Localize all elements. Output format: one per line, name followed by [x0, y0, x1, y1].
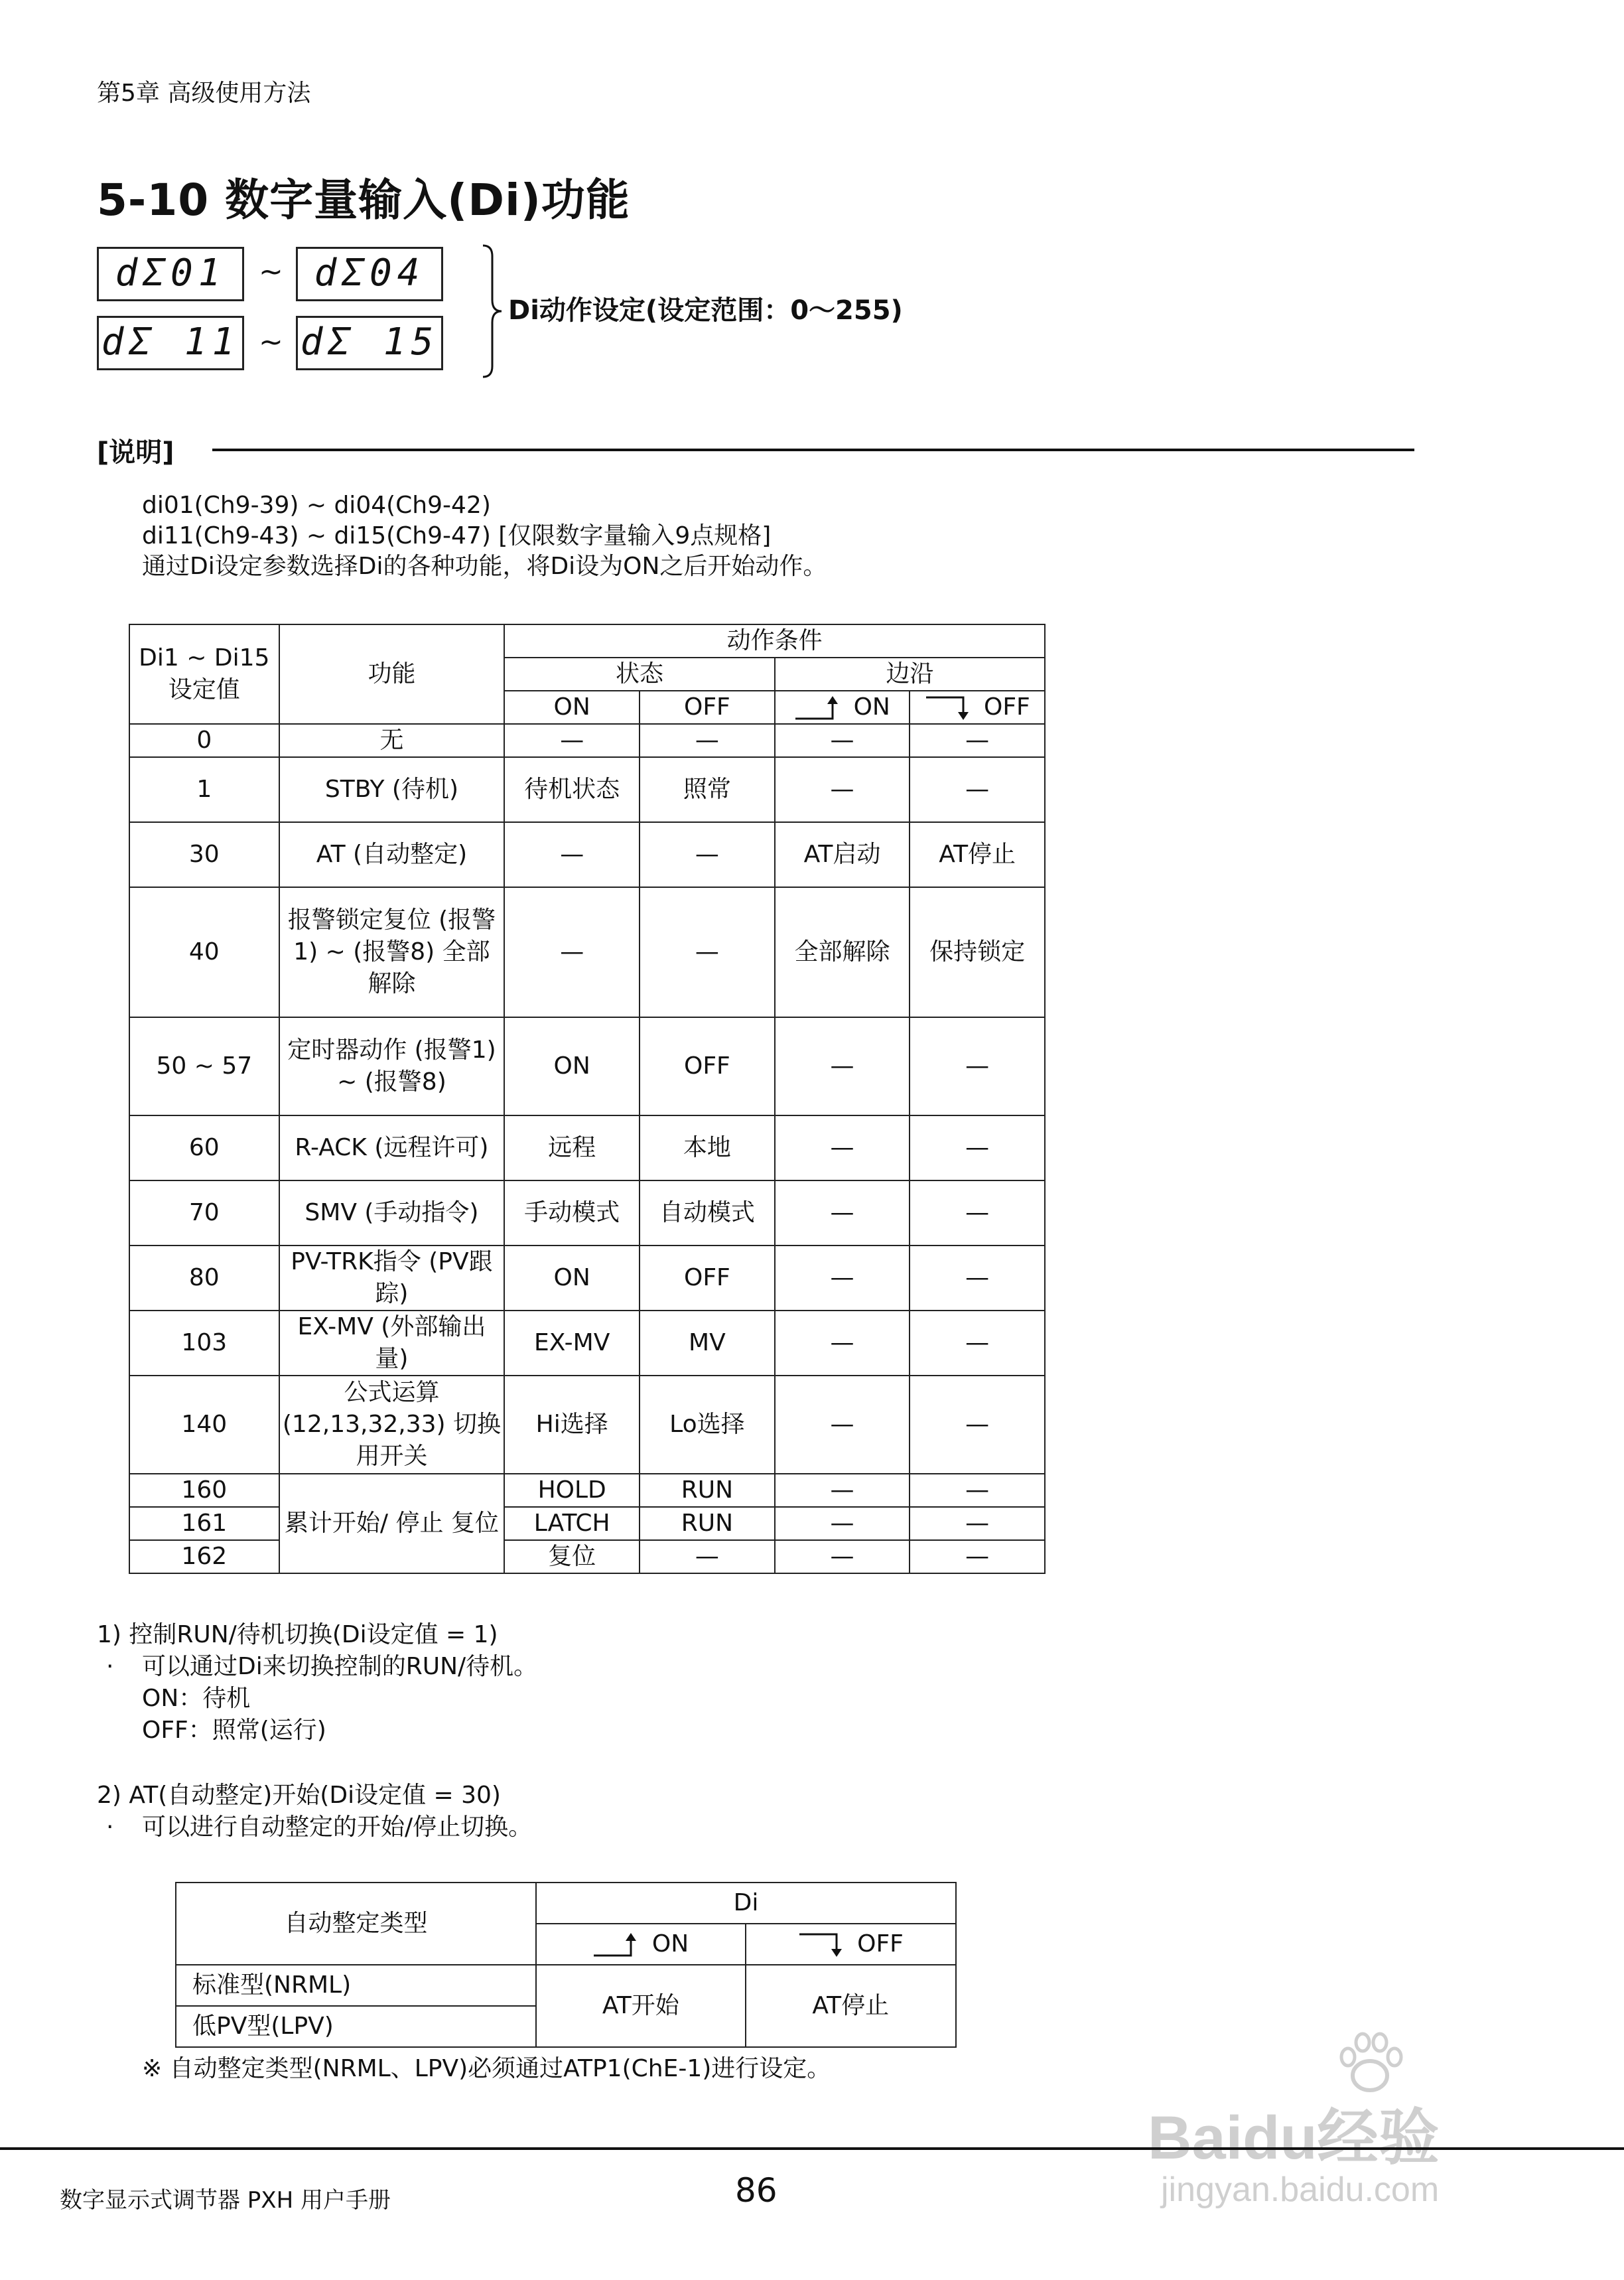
cell-function: SMV (手动指令) — [279, 1180, 505, 1246]
lcd-display-di11 — [97, 316, 244, 370]
footer-divider — [0, 2147, 1624, 2150]
header-on: ON — [504, 691, 640, 724]
cell-off: RUN — [640, 1507, 775, 1540]
cell-edge-on: — — [775, 724, 910, 757]
lcd-display-di04 — [296, 247, 443, 301]
cell-off: 自动模式 — [640, 1180, 775, 1246]
cell-on: ON — [504, 1017, 640, 1115]
edge-off-label: OFF — [984, 693, 1030, 721]
edge-on-label: ON — [651, 1930, 689, 1958]
cell-off: OFF — [640, 1017, 775, 1115]
table-row — [129, 1540, 1045, 1573]
cell-edge-on: — — [775, 1376, 910, 1474]
cell-edge-off: — — [910, 1115, 1045, 1180]
rising-edge-icon — [794, 693, 846, 723]
cell-edge-off: — — [910, 1311, 1045, 1376]
table-row — [129, 757, 1045, 822]
lcd-text: dΣ01 — [115, 251, 226, 295]
note-1-line-3: OFF：照常(运行) — [142, 1717, 326, 1744]
cell-edge-on: — — [775, 1474, 910, 1507]
edge-on-label: ON — [853, 693, 890, 721]
edge-off-label: OFF — [857, 1930, 904, 1958]
note-2-line-1: 可以进行自动整定的开始/停止切换。 — [142, 1814, 533, 1841]
lcd-text: dΣ 15 — [300, 321, 439, 364]
explain-line-2: di11(Ch9-43) ~ di15(Ch9-47) [仅限数字量输入9点规格] — [142, 522, 772, 549]
cell-setval: 0 — [129, 724, 279, 757]
cell-setval: 40 — [129, 887, 279, 1017]
cell-on: 远程 — [504, 1115, 640, 1180]
table-row — [176, 1965, 956, 2006]
cell-setval: 80 — [129, 1246, 279, 1311]
cell-off: MV — [640, 1311, 775, 1376]
note-2-title: 2) AT(自动整定)开始(Di设定值 = 30) — [97, 1782, 501, 1809]
explain-line-1: di01(Ch9-39) ~ di04(Ch9-42) — [142, 492, 491, 519]
header-edge: 边沿 — [775, 658, 1045, 691]
cell-edge-on: — — [775, 1311, 910, 1376]
note-1-line-2: ON：待机 — [142, 1685, 251, 1712]
cell-edge-on: — — [775, 757, 910, 822]
cell-setval: 140 — [129, 1376, 279, 1474]
cell-off: — — [640, 724, 775, 757]
cell-off: Lo选择 — [640, 1376, 775, 1474]
cell-function: 报警锁定复位 (报警1) ~ (报警8) 全部解除 — [279, 887, 505, 1017]
cell-on: 手动模式 — [504, 1180, 640, 1246]
cell-setval: 162 — [129, 1540, 279, 1573]
cell-edge-on: — — [775, 1540, 910, 1573]
cell-setval: 1 — [129, 757, 279, 822]
table-row — [129, 1246, 1045, 1311]
table-header-row — [129, 624, 1045, 658]
cell-setval: 161 — [129, 1507, 279, 1540]
cell-setval: 103 — [129, 1311, 279, 1376]
header-edge-on — [775, 691, 910, 724]
cell-edge-off: — — [910, 1507, 1045, 1540]
cell-edge-off: — — [910, 1180, 1045, 1246]
di-function-table — [129, 624, 1046, 1574]
table-row — [129, 1507, 1045, 1540]
cell-function: 定时器动作 (报警1) ~ (报警8) — [279, 1017, 505, 1115]
cell-off: RUN — [640, 1474, 775, 1507]
cell-setval: 60 — [129, 1115, 279, 1180]
table-row — [129, 887, 1045, 1017]
watermark-url: jingyan.baidu.com — [1161, 2171, 1440, 2209]
cell-edge-on: — — [775, 1115, 910, 1180]
header-function: 功能 — [279, 624, 505, 724]
cell-edge-off: AT停止 — [910, 822, 1045, 887]
cell-on: 待机状态 — [504, 757, 640, 822]
cell-off: 本地 — [640, 1115, 775, 1180]
table-row — [129, 1474, 1045, 1507]
range-tilde: ~ — [259, 325, 283, 359]
cell-on: Hi选择 — [504, 1376, 640, 1474]
lcd-text: dΣ04 — [314, 251, 425, 295]
cell-at-start: AT开始 — [536, 1965, 745, 2047]
cell-edge-on: 全部解除 — [775, 887, 910, 1017]
header-condition: 动作条件 — [504, 624, 1045, 658]
cell-function: 公式运算 (12,13,32,33) 切换用开关 — [279, 1376, 505, 1474]
explain-line-3: 通过Di设定参数选择Di的各种功能，将Di设为ON之后开始动作。 — [142, 553, 827, 580]
cell-off: — — [640, 1540, 775, 1573]
cell-edge-on: — — [775, 1017, 910, 1115]
cell-setval: 50 ~ 57 — [129, 1017, 279, 1115]
cell-function: PV-TRK指令 (PV跟踪) — [279, 1246, 505, 1311]
manual-title: 数字显示式调节器 PXH 用户手册 — [60, 2187, 391, 2214]
table-row — [129, 1017, 1045, 1115]
chapter-header: 第5章 高级使用方法 — [97, 80, 311, 107]
table-row — [129, 1115, 1045, 1180]
cell-function: 无 — [279, 724, 505, 757]
cell-on: HOLD — [504, 1474, 640, 1507]
cell-edge-off: — — [910, 1246, 1045, 1311]
cell-off: — — [640, 887, 775, 1017]
cell-off: — — [640, 822, 775, 887]
table-row — [129, 822, 1045, 887]
lcd-text: dΣ 11 — [101, 321, 240, 364]
cell-setval: 70 — [129, 1180, 279, 1246]
cell-edge-off: 保持锁定 — [910, 887, 1045, 1017]
header-state: 状态 — [504, 658, 774, 691]
page-number: 86 — [735, 2171, 778, 2210]
cell-off: OFF — [640, 1246, 775, 1311]
lcd-display-di01 — [97, 247, 244, 301]
header-autotune-type: 自动整定类型 — [176, 1883, 536, 1965]
range-tilde: ~ — [259, 255, 283, 289]
cell-function: AT (自动整定) — [279, 822, 505, 887]
table-header-row — [176, 1883, 956, 1924]
cell-edge-on: — — [775, 1507, 910, 1540]
section-divider — [212, 449, 1414, 451]
cell-on: — — [504, 887, 640, 1017]
footnote: ※ 自动整定类型(NRML、LPV)必须通过ATP1(ChE-1)进行设定。 — [142, 2055, 831, 2082]
cell-on: 复位 — [504, 1540, 640, 1573]
cell-setval: 160 — [129, 1474, 279, 1507]
paw-logo-icon — [1333, 2031, 1406, 2097]
cell-on: — — [504, 724, 640, 757]
explanation-heading: [说明] — [97, 437, 174, 468]
cell-setval: 30 — [129, 822, 279, 887]
lcd-display-di15 — [296, 316, 443, 370]
cell-edge-off: — — [910, 757, 1045, 822]
autotune-type-table — [175, 1882, 957, 2048]
cell-type-nrml: 标准型(NRML) — [176, 1965, 536, 2006]
curly-brace-icon — [480, 243, 507, 380]
cell-on: — — [504, 822, 640, 887]
watermark-brand: Baidu经验 — [1148, 2104, 1440, 2172]
cell-type-lpv: 低PV型(LPV) — [176, 2006, 536, 2047]
cell-at-stop: AT停止 — [746, 1965, 956, 2047]
note-1-title: 1) 控制RUN/待机切换(Di设定值 = 1) — [97, 1621, 498, 1648]
cell-on: ON — [504, 1246, 640, 1311]
cell-function: EX-MV (外部输出量) — [279, 1311, 505, 1376]
header-edge-on — [536, 1924, 745, 1965]
cell-edge-off: — — [910, 724, 1045, 757]
table-row — [129, 724, 1045, 757]
cell-on: LATCH — [504, 1507, 640, 1540]
cell-edge-off: — — [910, 1474, 1045, 1507]
falling-edge-icon — [925, 693, 977, 723]
cell-edge-on: AT启动 — [775, 822, 910, 887]
bullet-dot: · — [106, 1814, 114, 1841]
bullet-dot: · — [106, 1653, 114, 1680]
section-title: 5-10 数字量输入(Di)功能 — [97, 175, 630, 226]
cell-function: R-ACK (远程许可) — [279, 1115, 505, 1180]
cell-function: 累计开始/ 停止 复位 — [279, 1474, 505, 1573]
cell-on: EX-MV — [504, 1311, 640, 1376]
cell-edge-off: — — [910, 1017, 1045, 1115]
cell-off: 照常 — [640, 757, 775, 822]
cell-edge-off: — — [910, 1376, 1045, 1474]
note-1-line-1: 可以通过Di来切换控制的RUN/待机。 — [142, 1653, 538, 1680]
cell-edge-on: — — [775, 1246, 910, 1311]
table-row — [129, 1376, 1045, 1474]
header-edge-off — [910, 691, 1045, 724]
table-row — [129, 1311, 1045, 1376]
di-setting-label: Di动作设定(设定范围：0～255) — [508, 295, 903, 326]
header-edge-off — [746, 1924, 956, 1965]
header-setval: Di1 ~ Di15 设定值 — [129, 624, 279, 724]
header-off: OFF — [640, 691, 775, 724]
cell-edge-off: — — [910, 1540, 1045, 1573]
cell-edge-on: — — [775, 1180, 910, 1246]
header-di: Di — [536, 1883, 956, 1924]
cell-function: STBY (待机) — [279, 757, 505, 822]
rising-edge-icon — [592, 1930, 644, 1959]
table-row — [129, 1180, 1045, 1246]
falling-edge-icon — [798, 1930, 850, 1959]
